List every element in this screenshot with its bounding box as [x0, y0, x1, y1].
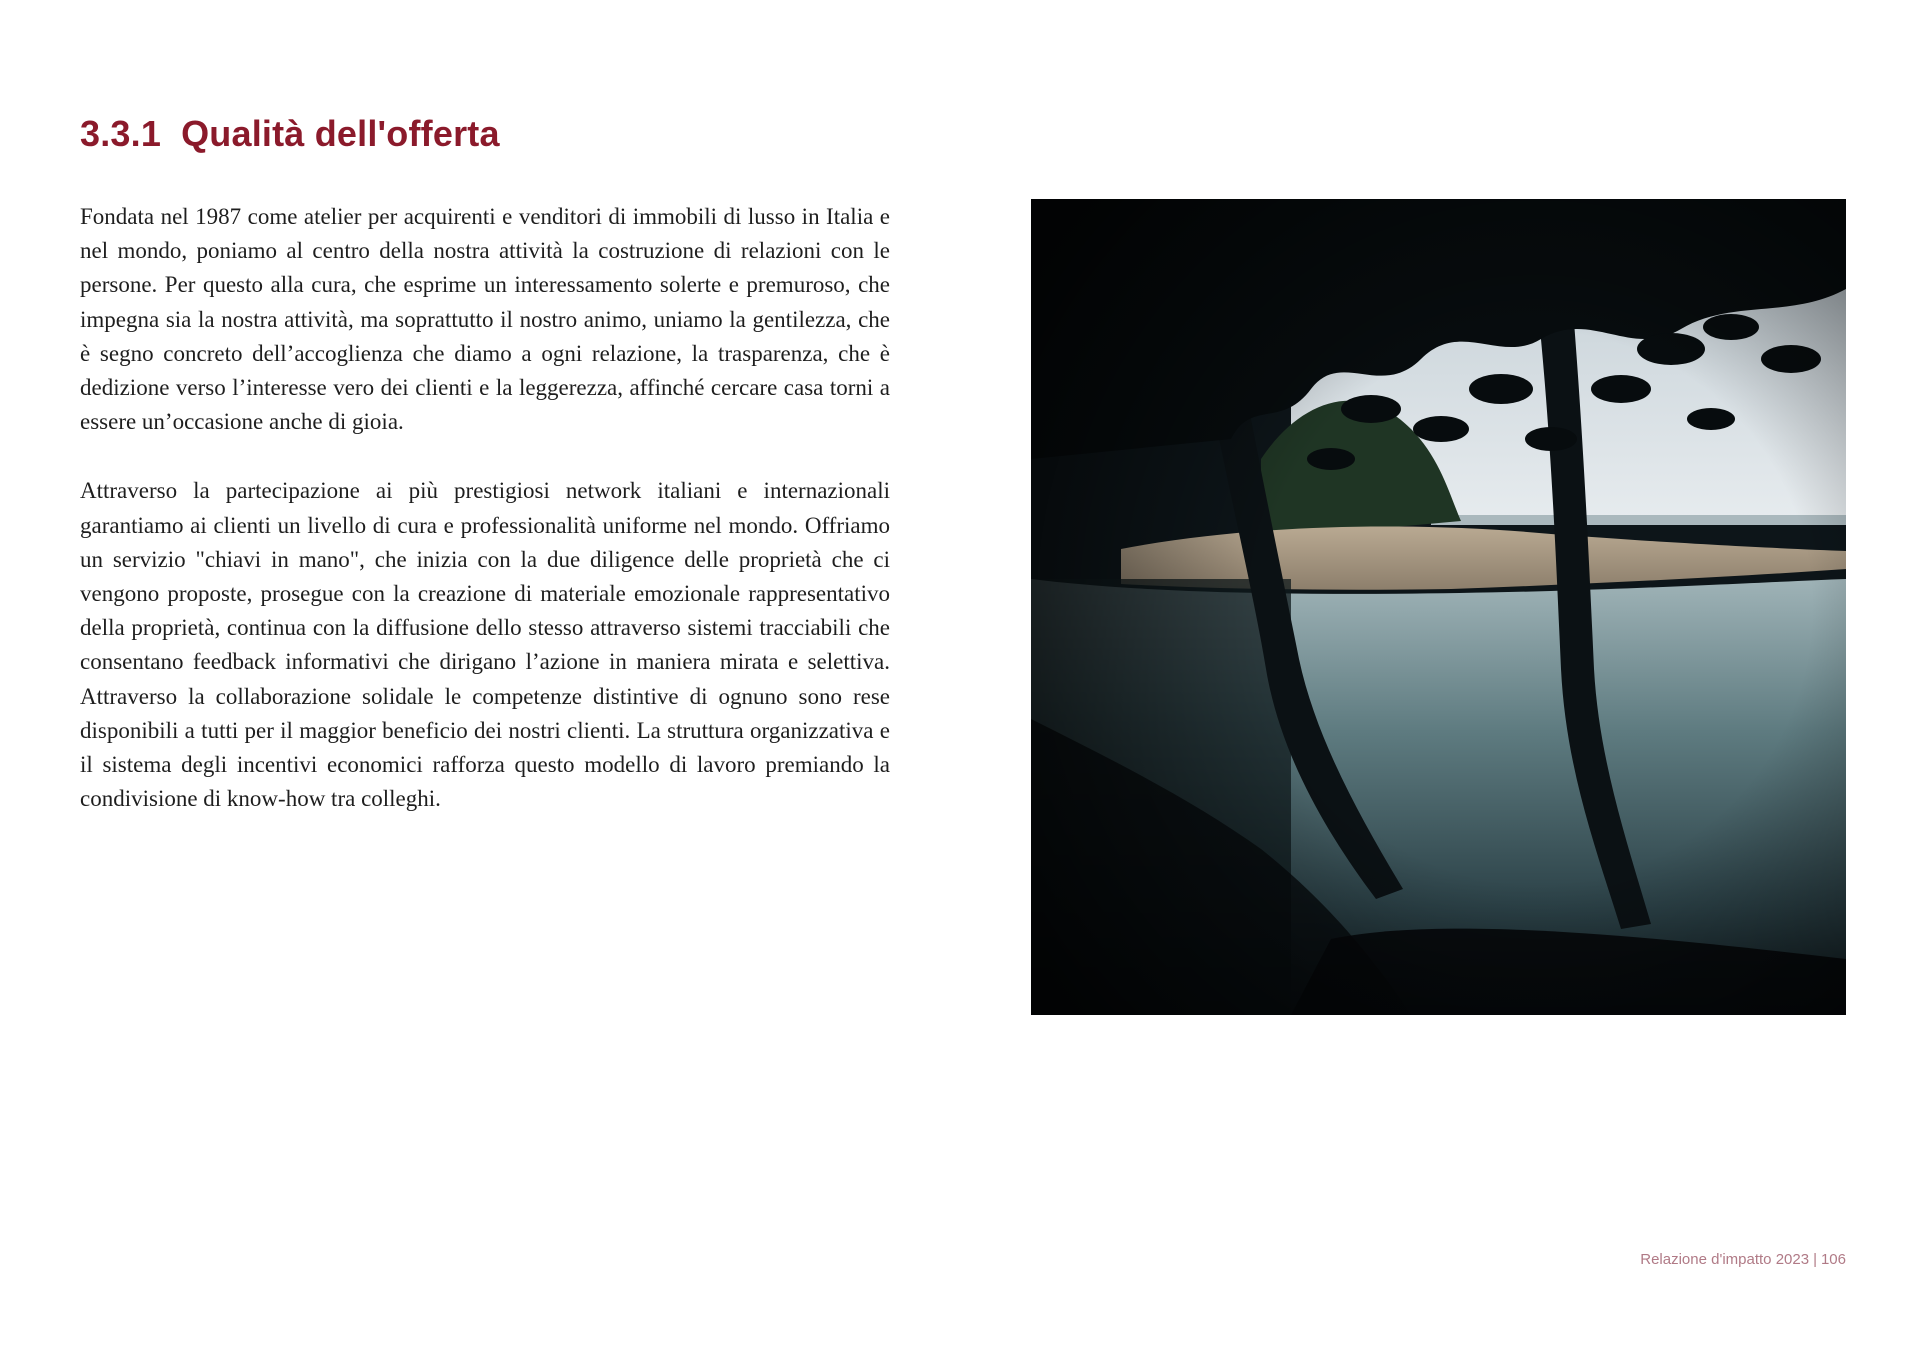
section-heading: [80, 112, 500, 156]
body-text: [80, 200, 890, 851]
lagoon-illustration: [1031, 199, 1846, 1015]
footer-separator: |: [1813, 1251, 1817, 1268]
page-number: 106: [1820, 1251, 1846, 1268]
paragraph-intro: Fondata nel 1987 come atelier per acquirenti e venditori di immobili di lusso in Italia e nel mondo, poniamo al centro della nostra attività la costruzione di relazioni con le persone. Per questo alla cura, che esprime un interessamento solerte e premuroso, che impegna sia la nostra attività, ma soprattutto il nostro animo, uniamo la gentilezza, che è segno concreto dell’accoglienza che diamo a ogni relazione, la trasparenza, che è dedizione verso l’interesse vero dei clienti e la leggerezza, affinché cercare casa torni a essere un’occasione anche di gioia.: [80, 204, 890, 435]
paragraph-network: Attraverso la partecipazione ai più prestigiosi network italiani e internazionali garantiamo ai clienti un livello di cura e professionalità uniforme nel mondo. Offriamo un servizio "chiavi in mano", che inizia con la due diligence delle proprietà che ci vengono proposte, prosegue con la creazione di materiale emozionale rappresentativo della proprietà, continua con la diffusione dello stesso attraverso sistemi tracciabili che consentano feedback informativi che dirigano l’azione in maniera mirata e selettiva. Attraverso la collaborazione solidale le competenze distintive di ognuno sono rese disponibili a tutti per il maggior beneficio dei nostri clienti. La struttura organizzativa e il sistema degli incentivi economici rafforza questo modello di lavoro premiando la condivisione di know-how tra colleghi.: [80, 478, 890, 812]
report-title: Relazione d'impatto 2023: [1640, 1251, 1810, 1268]
section-title: Qualità dell'offerta: [181, 113, 500, 154]
section-number: 3.3.1: [80, 113, 162, 154]
lagoon-photo: [1031, 199, 1846, 1015]
page-footer: [1640, 1250, 1846, 1270]
